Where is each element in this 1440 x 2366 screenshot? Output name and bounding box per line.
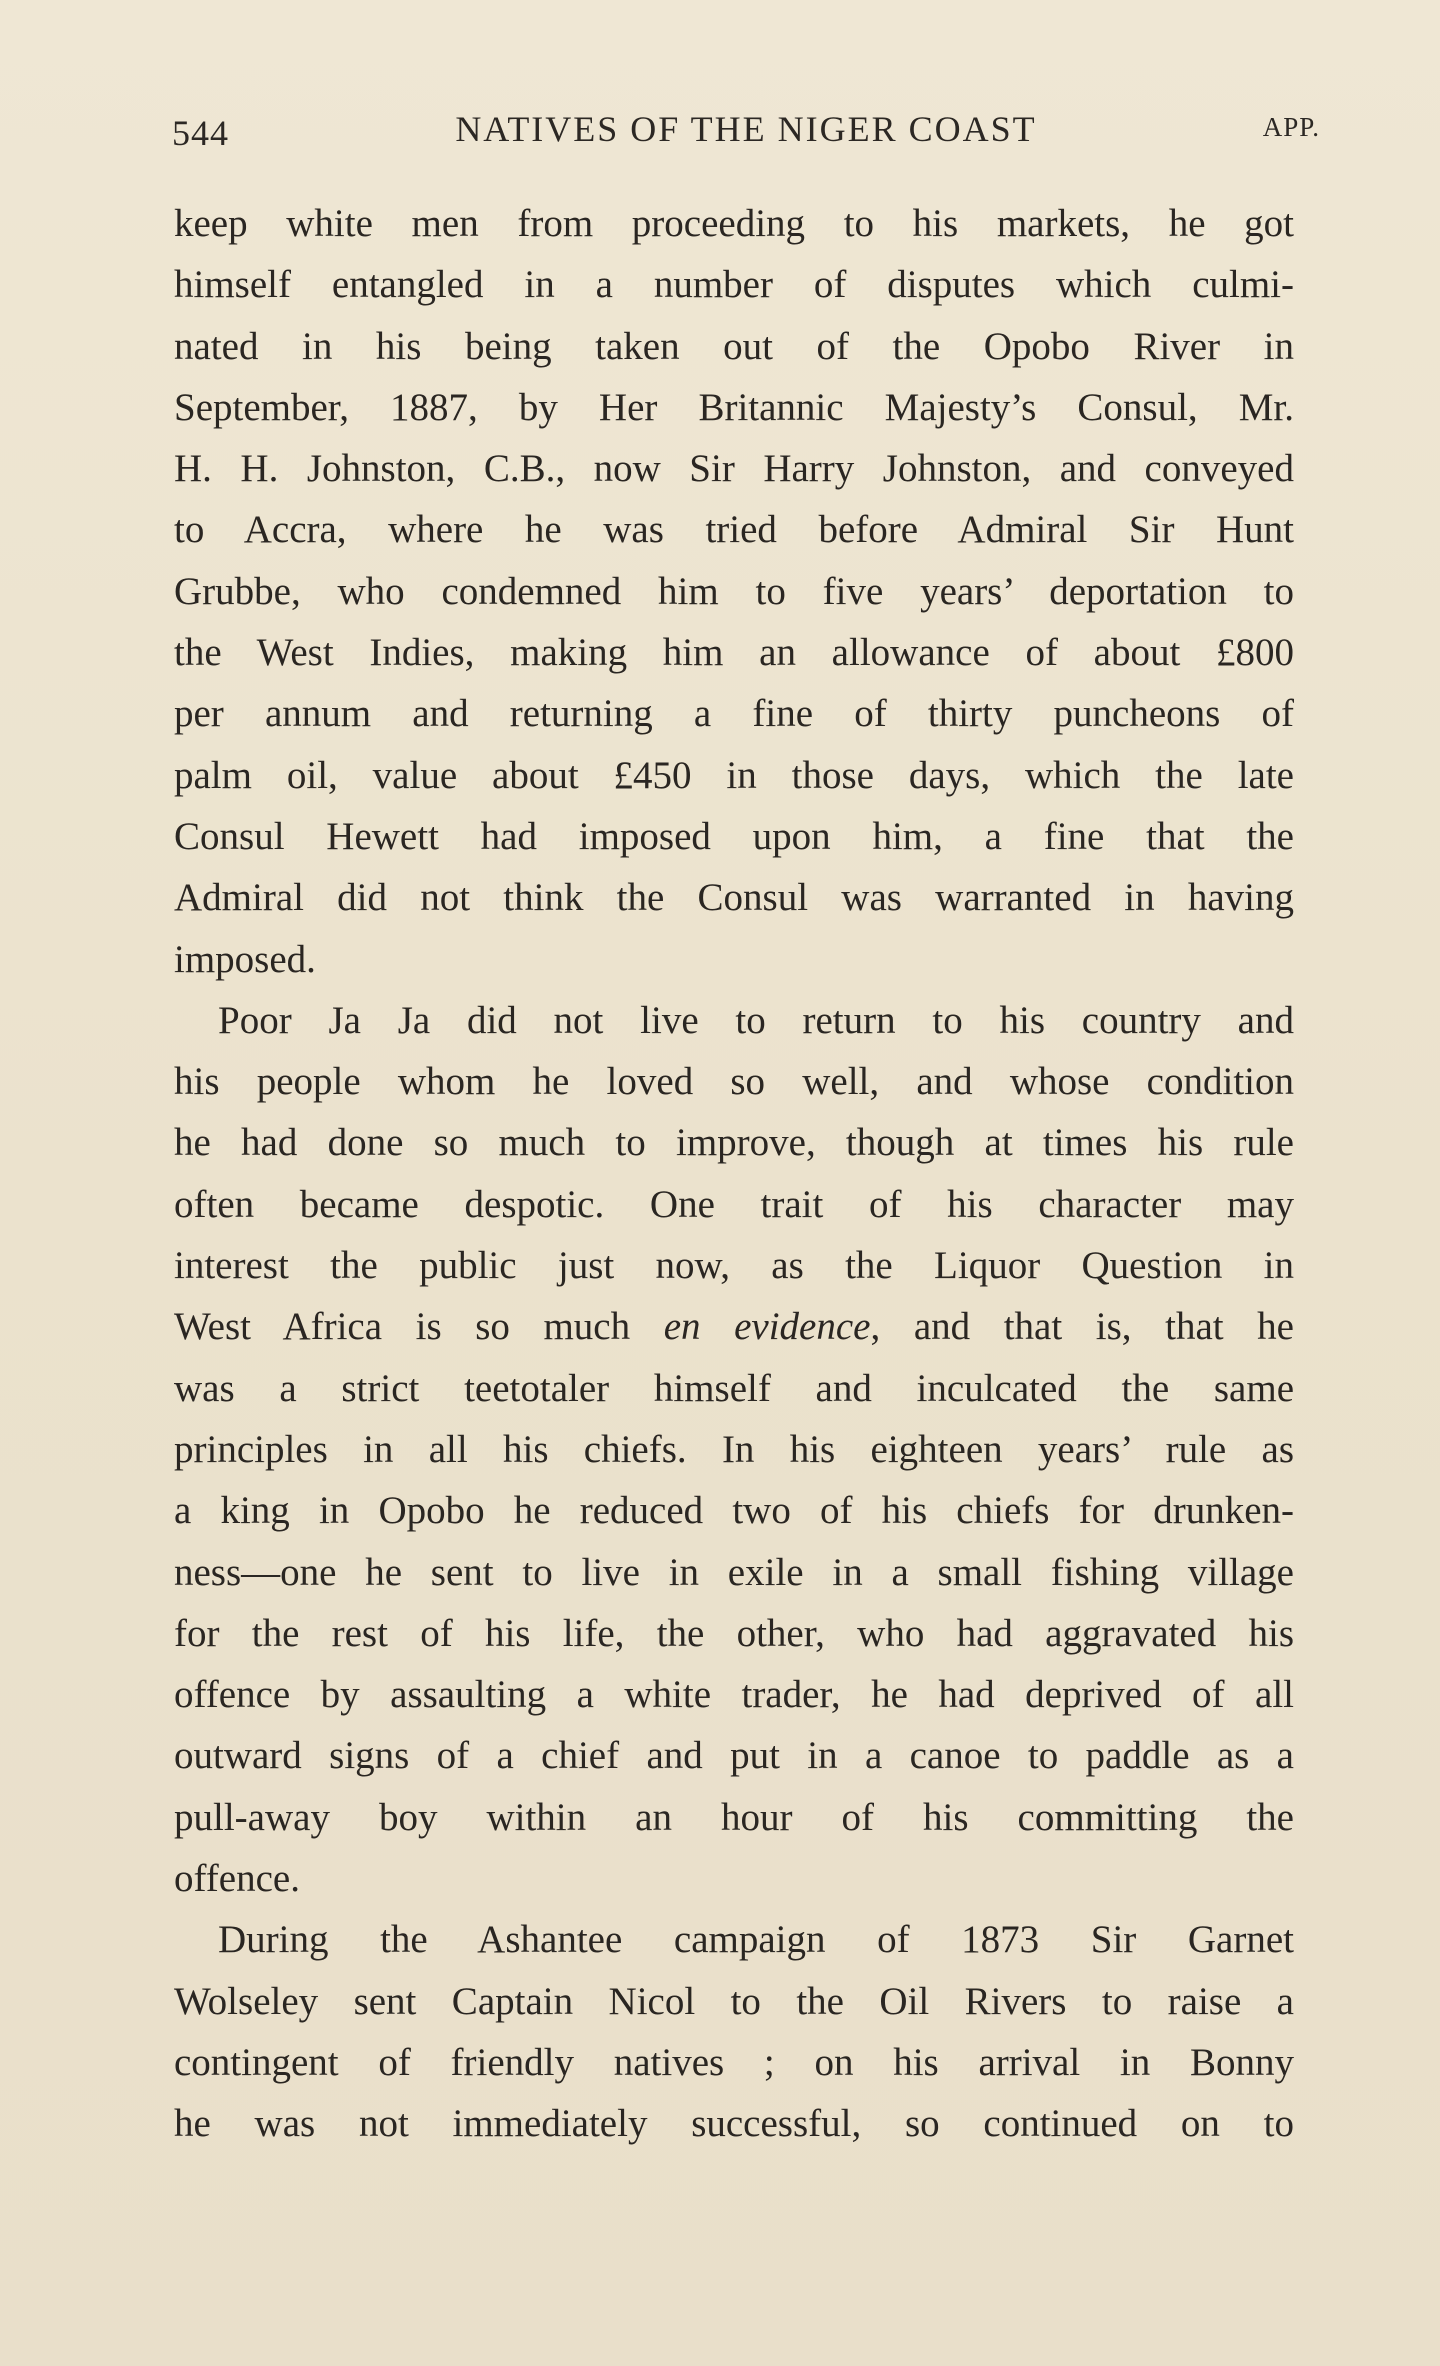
text-line: palm oil, value about £450 in those days, which the late — [174, 753, 1294, 797]
text-line: ness—one he sent to live in exile in a small fishing village — [174, 1550, 1294, 1594]
text-line: H. H. Johnston, C.B., now Sir Harry Johnston, and conveyed — [174, 447, 1294, 491]
text-line: for the rest of his life, the other, who had aggravated his — [174, 1611, 1294, 1655]
text-line: the West Indies, making him an allowance of about £800 — [174, 631, 1294, 675]
text-line: was a strict teetotaler himself and inculcated the same — [174, 1366, 1294, 1410]
text-line: Wolseley sent Captain Nicol to the Oil Rivers to raise a — [174, 1979, 1294, 2023]
text-line — [174, 1296, 1294, 1357]
text-line: September, 1887, by Her Britannic Majesty’s Consul, Mr. — [174, 385, 1294, 429]
text-line: his people whom he loved so well, and whose condition — [174, 1060, 1294, 1104]
text-segment: West Africa is so much — [174, 1305, 664, 1349]
text-line: outward signs of a chief and put in a canoe to paddle as a — [174, 1734, 1294, 1778]
running-title: NATIVES OF THE NIGER COAST — [455, 109, 1037, 149]
text-line: per annum and returning a fine of thirty puncheons of — [174, 692, 1294, 736]
text-line: contingent of friendly natives ; on his arrival in Bonny — [174, 2040, 1294, 2084]
text-line: Poor Ja Ja did not live to return to his country and — [218, 998, 1294, 1042]
text-line: himself entangled in a number of disputes which culmi- — [174, 263, 1294, 307]
text-segment: , and that is, that he — [870, 1305, 1294, 1349]
text-line: to Accra, where he was tried before Admiral Sir Hunt — [174, 508, 1294, 552]
text-line: a king in Opobo he reduced two of his chiefs for drunken- — [174, 1489, 1294, 1533]
text-line: often became despotic. One trait of his character may — [174, 1182, 1294, 1226]
text-line: offence. — [174, 1857, 300, 1901]
text-line: he was not immediately successful, so continued on to — [174, 2102, 1294, 2146]
text-line: he had done so much to improve, though at times his rule — [174, 1121, 1294, 1165]
text-line: imposed. — [174, 937, 316, 981]
text-line: During the Ashantee campaign of 1873 Sir Garnet — [218, 1918, 1294, 1962]
text-line: offence by assaulting a white trader, he had deprived of all — [174, 1673, 1294, 1717]
body-text — [174, 193, 1294, 2155]
text-line: keep white men from proceeding to his markets, he got — [174, 202, 1294, 245]
text-line: Grubbe, who condemned him to five years’ deportation to — [174, 569, 1294, 613]
page-number: 544 — [172, 113, 229, 153]
italic-phrase: en evidence — [663, 1305, 871, 1349]
text-line: interest the public just now, as the Liquor Question in — [174, 1244, 1294, 1288]
text-line: Consul Hewett had imposed upon him, a fine that the — [174, 814, 1294, 858]
text-line: Admiral did not think the Consul was warranted in having — [174, 876, 1294, 920]
section-mark: APP. — [1262, 112, 1320, 142]
text-line: nated in his being taken out of the Opobo River in — [174, 324, 1294, 368]
page-header — [172, 108, 1320, 158]
text-line: principles in all his chiefs. In his eighteen years’ rule as — [174, 1427, 1294, 1471]
text-line: pull-away boy within an hour of his committing the — [174, 1795, 1294, 1839]
